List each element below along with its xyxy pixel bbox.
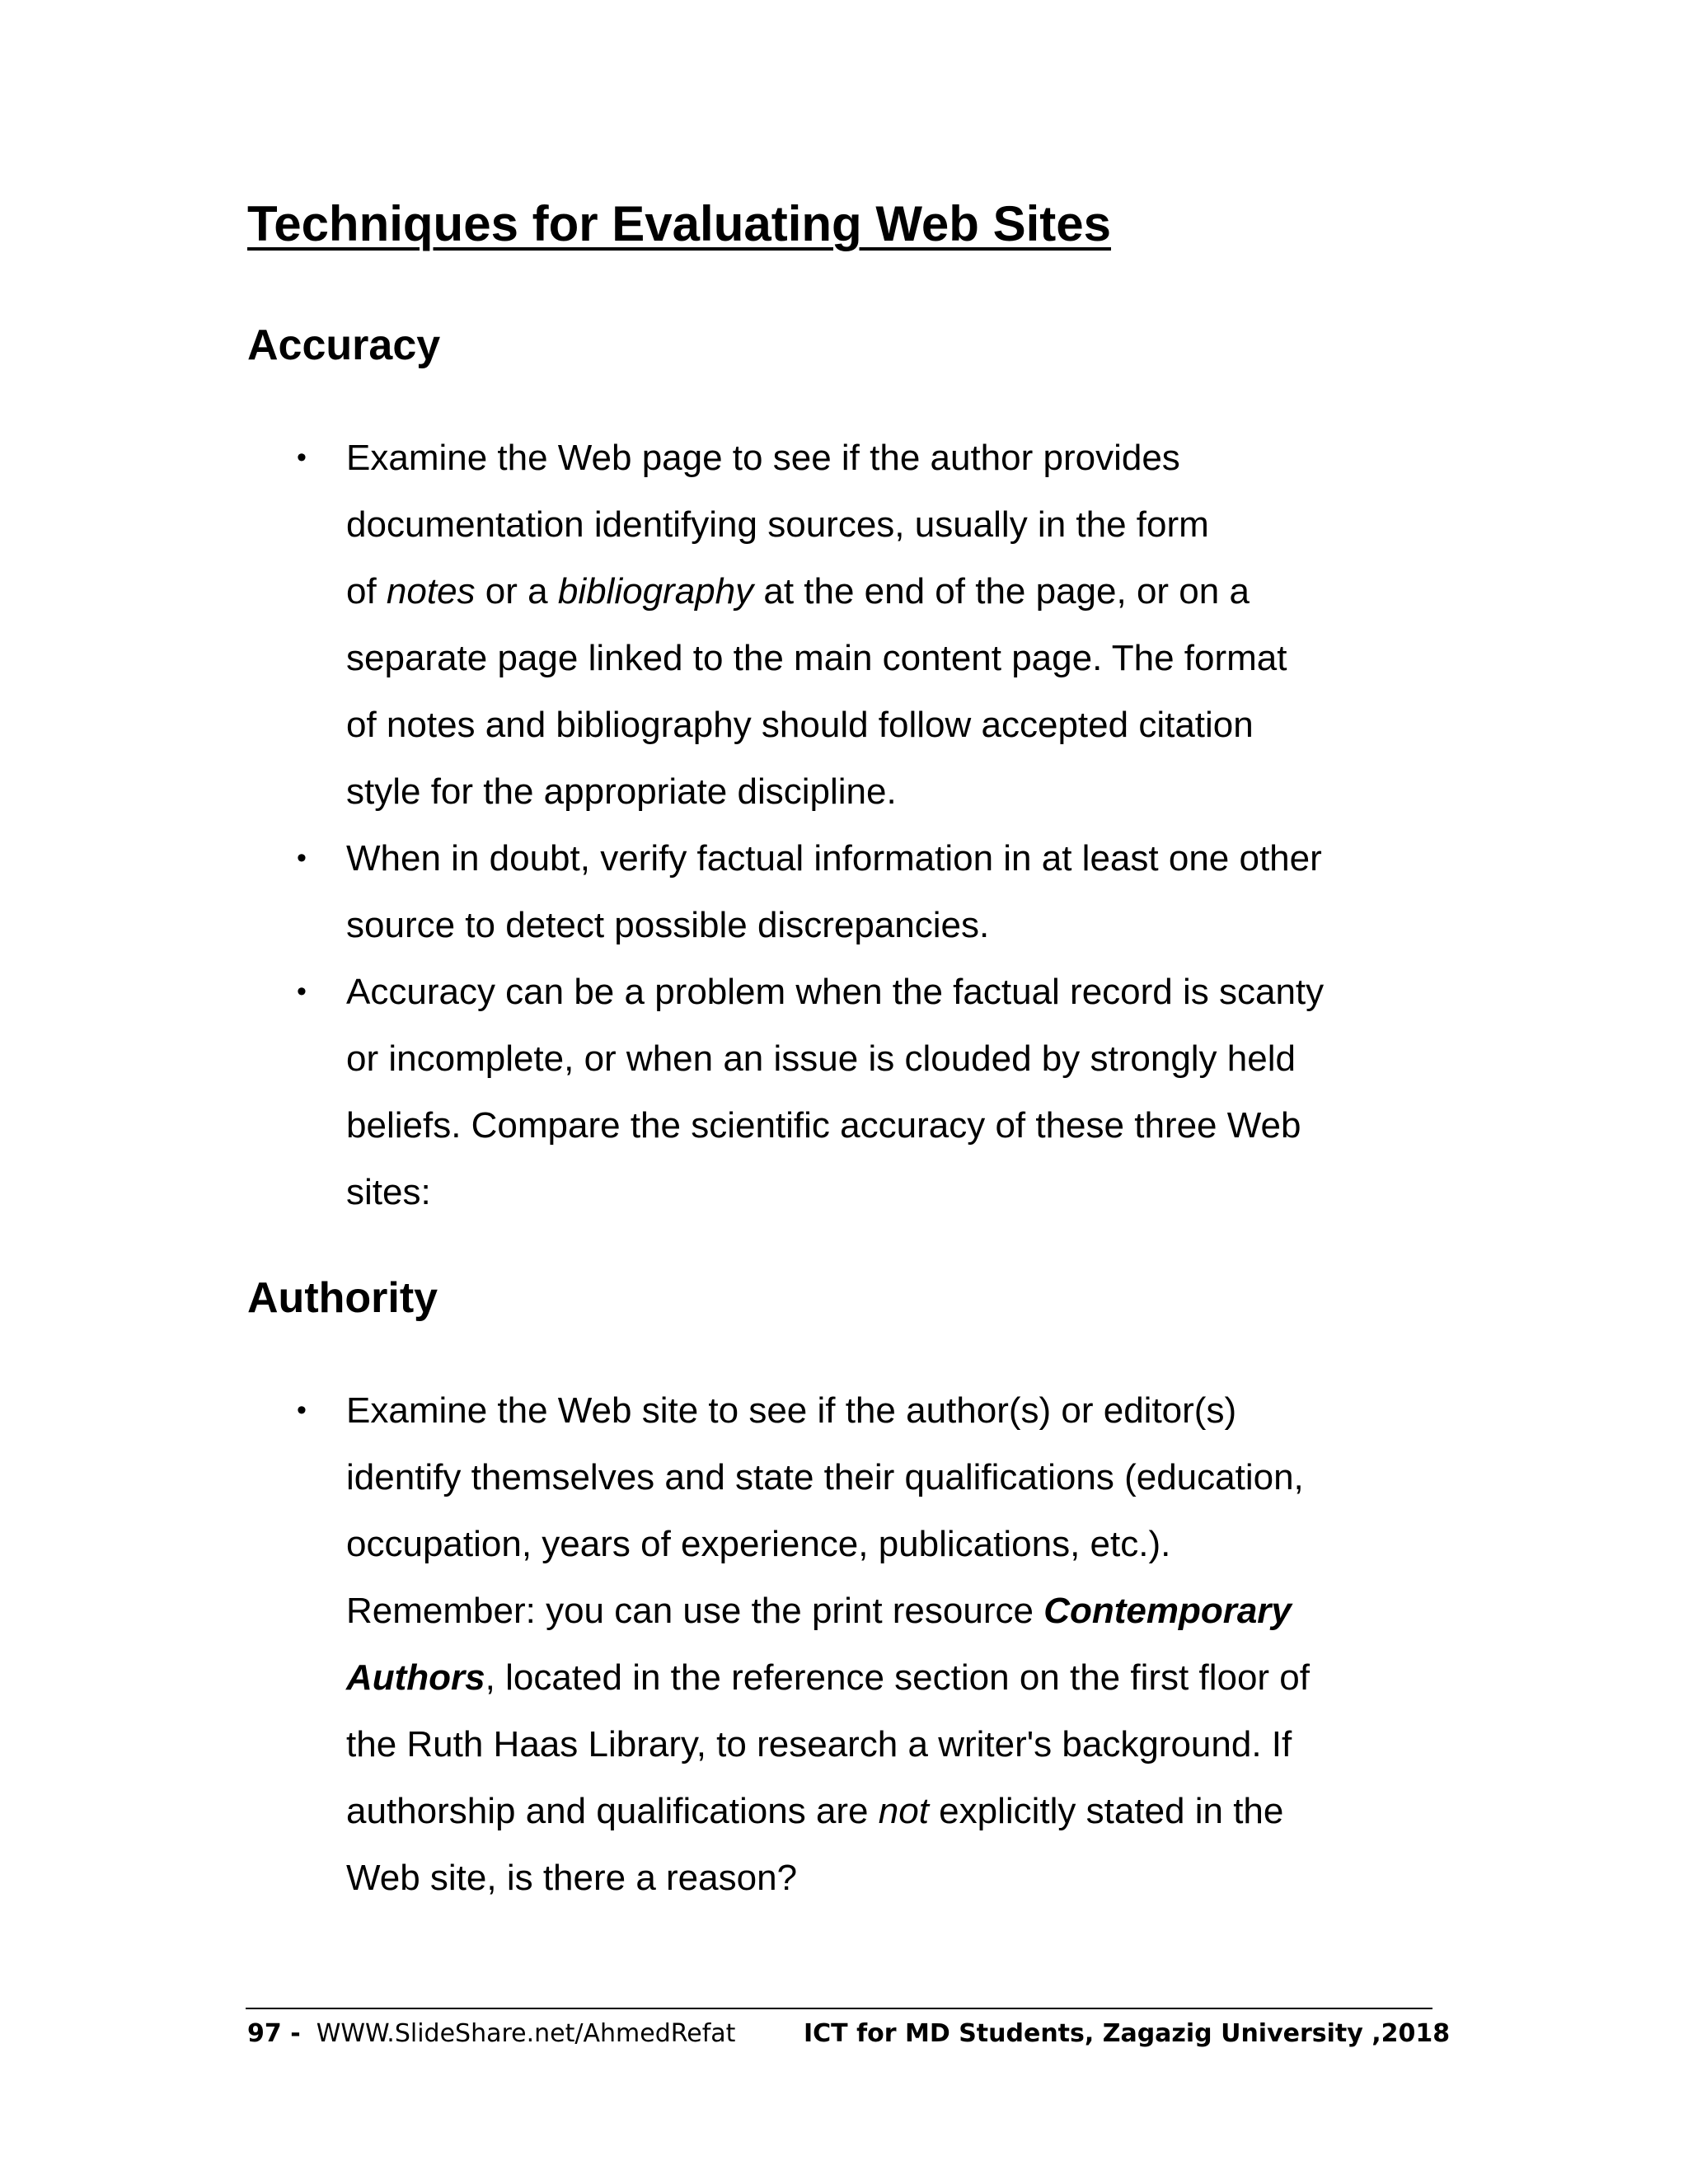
text-line: or incomplete, or when an issue is clouded by strongly held — [346, 1038, 1296, 1079]
text-line: of notes and bibliography should follow accepted citation — [346, 705, 1254, 745]
section-heading-authority: Authority — [247, 1274, 438, 1322]
text-line: occupation, years of experience, publications, etc.). — [346, 1524, 1171, 1564]
footer-source: WWW.SlideShare.net/AhmedRefat — [316, 2019, 736, 2048]
text-line: beliefs. Compare the scientific accuracy of these three Web — [346, 1105, 1301, 1146]
list-item — [297, 958, 1451, 1226]
list-item — [297, 825, 1451, 958]
emphasis-authors: Authors — [346, 1657, 485, 1698]
text-line: of notes or a bibliography at the end of the page, or on a — [346, 571, 1250, 612]
text-line: When in doubt, verify factual information in at least one other — [346, 838, 1322, 879]
bullet-icon: • — [297, 842, 307, 874]
text-line: Web site, is there a reason? — [346, 1858, 798, 1898]
emphasis-bibliography: bibliography — [557, 571, 754, 612]
emphasis-notes: notes — [386, 571, 476, 612]
accuracy-bullet-list — [297, 424, 1451, 1226]
bullet-icon: • — [297, 442, 307, 473]
text-line: the Ruth Haas Library, to research a writer's background. If — [346, 1724, 1292, 1765]
text-line: documentation identifying sources, usually in the form — [346, 504, 1209, 545]
text-line: Examine the Web page to see if the author provides — [346, 438, 1180, 478]
authority-bullet-list — [297, 1377, 1451, 1911]
footer-left — [247, 2016, 735, 2052]
text-line: Remember: you can use the print resource Contemporary — [346, 1591, 1292, 1631]
text-line: identify themselves and state their qualifications (education, — [346, 1457, 1304, 1497]
bullet-icon: • — [297, 976, 307, 1007]
footer-divider — [246, 2008, 1432, 2009]
list-item — [297, 1377, 1451, 1911]
section-heading-accuracy: Accuracy — [247, 321, 441, 369]
text-line: sites: — [346, 1172, 431, 1212]
text-line: Examine the Web site to see if the author(s) or editor(s) — [346, 1390, 1237, 1431]
emphasis-not: not — [878, 1791, 929, 1831]
footer-page-number: 97 - — [247, 2019, 301, 2048]
text-line: style for the appropriate discipline. — [346, 771, 897, 812]
page-title: Techniques for Evaluating Web Sites — [247, 196, 1111, 251]
emphasis-contemporary: Contemporary — [1043, 1591, 1292, 1631]
footer-course: ICT for MD Students, Zagazig University ,2018 — [804, 2019, 1451, 2048]
text-line: authorship and qualifications are not explicitly stated in the — [346, 1791, 1284, 1831]
bullet-icon: • — [297, 1394, 307, 1426]
text-line: source to detect possible discrepancies. — [346, 905, 990, 945]
text-line: Accuracy can be a problem when the factual record is scanty — [346, 972, 1325, 1012]
list-item — [297, 424, 1451, 825]
text-line: Authors, located in the reference section on the first floor of — [346, 1657, 1310, 1698]
text-line: separate page linked to the main content page. The format — [346, 638, 1287, 678]
